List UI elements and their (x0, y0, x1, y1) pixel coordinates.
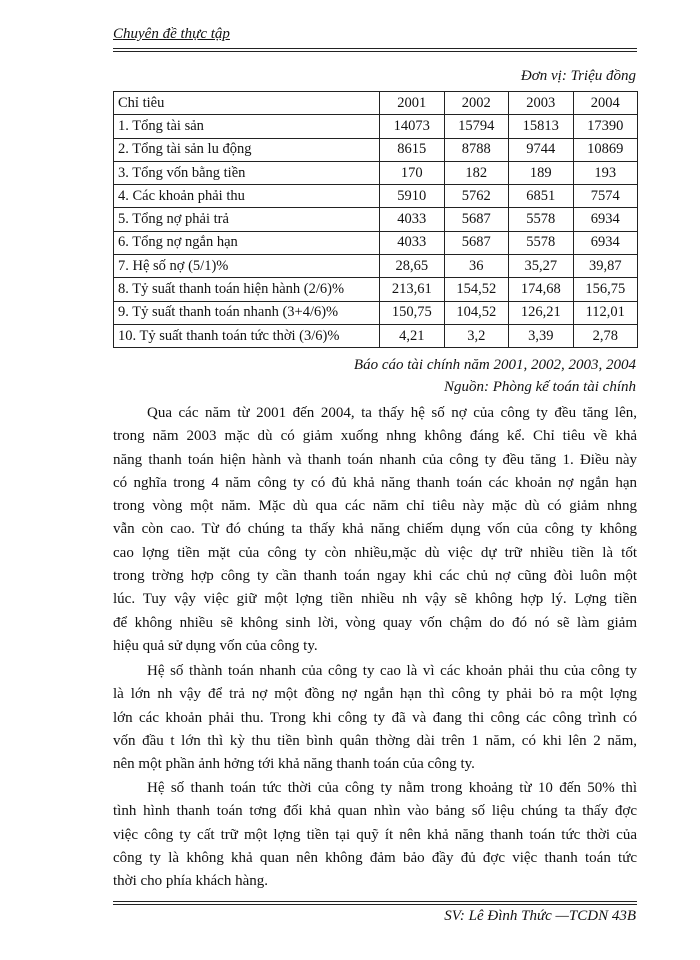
paragraph-line: vẫn còn cao. Từ đó chúng ta thấy khả năng chiếm dụng vốn của công ty không (113, 521, 637, 538)
table-cell-value: 15813 (509, 115, 574, 138)
paragraph-3 (113, 777, 637, 893)
table-header-cell: 2004 (573, 92, 638, 115)
financial-table (113, 91, 638, 348)
table-row (114, 115, 638, 138)
table-row (114, 255, 638, 278)
table-cell-value: 17390 (573, 115, 638, 138)
table-cell-value: 36 (444, 255, 509, 278)
table-row (114, 278, 638, 301)
table-row-label: 9. Tỷ suất thanh toán nhanh (3+4/6)% (114, 301, 380, 324)
paragraph-line: có nghĩa trong 4 năm công ty có đủ khả năng thanh toán các khoản nợ ngắn hạn (113, 474, 637, 491)
table-cell-value: 5910 (380, 185, 445, 208)
table-source-report: Báo cáo tài chính năm 2001, 2002, 2003, 2004 (353, 357, 636, 373)
table-cell-value: 156,75 (573, 278, 638, 301)
table-cell-value: 5687 (444, 231, 509, 254)
paragraph-line: Qua các năm từ 2001 đến 2004, ta thấy hệ số nợ của công ty đều tăng lên, (147, 405, 637, 421)
header-rule (113, 48, 637, 49)
page-header-title: Chuyên đề thực tập (113, 26, 230, 42)
footer-rule (113, 901, 637, 902)
table-cell-value: 8615 (380, 138, 445, 161)
table-row-label: 6. Tổng nợ ngắn hạn (114, 231, 380, 254)
table-cell-value: 193 (573, 161, 638, 184)
table-header-cell: Chỉ tiêu (114, 92, 380, 115)
paragraph-2 (113, 660, 637, 776)
table-cell-value: 5578 (509, 231, 574, 254)
table-cell-value: 3,2 (444, 324, 509, 347)
table-cell-value: 14073 (380, 115, 445, 138)
table-cell-value: 6934 (573, 231, 638, 254)
table-cell-value: 9744 (509, 138, 574, 161)
paragraph-1 (113, 402, 637, 658)
table-cell-value: 28,65 (380, 255, 445, 278)
table-cell-value: 112,01 (573, 301, 638, 324)
table-cell-value: 174,68 (509, 278, 574, 301)
table-cell-value: 5762 (444, 185, 509, 208)
table-cell-value: 39,87 (573, 255, 638, 278)
paragraph-line: Hệ số thanh toán tức thời của công ty nằm trong khoảng từ 10 đến 50% thì (147, 780, 637, 796)
table-cell-value: 4033 (380, 208, 445, 231)
paragraph-line: việc công ty cất trữ một lợng tiền tại quỹ ít nên khả năng thanh toán tức thời của (113, 826, 637, 843)
table-row (114, 138, 638, 161)
header-rule-2 (113, 51, 637, 52)
paragraph-line: nên một phần ảnh hởng tới khả năng thanh toán của công ty. (113, 756, 475, 773)
table-cell-value: 5687 (444, 208, 509, 231)
table-row-label: 2. Tổng tài sản lu động (114, 138, 380, 161)
paragraph-line: trong trờng hợp công ty cần thanh toán ngay khi các chủ nợ cũng đòi luôn một (113, 568, 637, 585)
table-row (114, 324, 638, 347)
paragraph-line: lớn các khoản phải thu. Trong khi công ty đã và đang thi công các công trình có (113, 709, 637, 726)
table-header-cell: 2002 (444, 92, 509, 115)
paragraph-line: công ty là không khả quan nên không đảm bảo đầy đủ đợc việc thanh toán tức (113, 849, 637, 866)
paragraph-line: để không nhiều sẽ không sinh lời, vòng quay vốn chậm do đó nó sẽ làm giảm (113, 614, 637, 631)
table-cell-value: 2,78 (573, 324, 638, 347)
table-header-cell: 2001 (380, 92, 445, 115)
paragraph-line: vốn đầu t lớn thì kỳ thu tiền bình quân thờng dài trên 1 năm, có khi lên 2 năm, (113, 732, 637, 749)
table-cell-value: 213,61 (380, 278, 445, 301)
table-row-label: 4. Các khoản phải thu (114, 185, 380, 208)
table-source-department: Nguồn: Phòng kế toán tài chính (443, 379, 636, 395)
table-row (114, 161, 638, 184)
table-row-label: 8. Tỷ suất thanh toán hiện hành (2/6)% (114, 278, 380, 301)
table-cell-value: 189 (509, 161, 574, 184)
table-row (114, 301, 638, 324)
table-header-cell: 2003 (509, 92, 574, 115)
table-row (114, 185, 638, 208)
table-row (114, 231, 638, 254)
table-cell-value: 10869 (573, 138, 638, 161)
paragraph-line: trong năm 2003 mặc dù có giảm xuống nhng không đáng kể. Chỉ tiêu về khả (113, 428, 637, 445)
paragraph-line: Hệ số thành toán nhanh của công ty cao là vì các khoản phải thu của công ty (147, 663, 637, 679)
table-cell-value: 6851 (509, 185, 574, 208)
footer-rule-2 (113, 904, 637, 905)
table-unit-note: Đơn vị: Triệu đồng (520, 68, 636, 84)
paragraph-line: hiệu quả sử dụng vốn của công ty. (113, 637, 318, 654)
table-cell-value: 154,52 (444, 278, 509, 301)
table-cell-value: 4033 (380, 231, 445, 254)
table-cell-value: 104,52 (444, 301, 509, 324)
table-cell-value: 15794 (444, 115, 509, 138)
table-cell-value: 4,21 (380, 324, 445, 347)
table-row-label: 3. Tổng vốn bằng tiền (114, 161, 380, 184)
footer-author: SV: Lê Đình Thức —TCDN 43B (444, 908, 636, 924)
table-row-label: 10. Tỷ suất thanh toán tức thời (3/6)% (114, 324, 380, 347)
table-header-row (114, 92, 638, 115)
table-cell-value: 126,21 (509, 301, 574, 324)
table-cell-value: 182 (444, 161, 509, 184)
paragraph-line: thời cho phía khách hàng. (113, 873, 268, 890)
table-cell-value: 170 (380, 161, 445, 184)
table-cell-value: 3,39 (509, 324, 574, 347)
table-row-label: 7. Hệ số nợ (5/1)% (114, 255, 380, 278)
table-cell-value: 5578 (509, 208, 574, 231)
table-cell-value: 150,75 (380, 301, 445, 324)
table-cell-value: 7574 (573, 185, 638, 208)
paragraph-line: là lớn nh vậy để trả nợ một đồng nợ ngắn hạn thì công ty phải bỏ ra một lợng (113, 686, 637, 703)
paragraph-line: năng thanh toán hiện hành và thanh toán nhanh của công ty đều tăng 1. Điều này (113, 451, 637, 468)
table-cell-value: 35,27 (509, 255, 574, 278)
table-cell-value: 6934 (573, 208, 638, 231)
table-row-label: 1. Tổng tài sản (114, 115, 380, 138)
paragraph-line: lúc. Tuy vậy việc giữ một lợng tiền nhiều nh vậy sẽ không hợp lý. Lợng tiền (113, 591, 637, 608)
table-row (114, 208, 638, 231)
paragraph-line: cao lợng tiền mặt của công ty còn nhiều,mặc dù việc dự trữ nhiều tiền là tốt (113, 544, 637, 561)
paragraph-line: trong vòng một năm. Mặc dù qua các năm chỉ tiêu này mặc dù có giảm nhng (113, 498, 637, 515)
table-cell-value: 8788 (444, 138, 509, 161)
table-row-label: 5. Tổng nợ phải trả (114, 208, 380, 231)
paragraph-line: tình hình thanh toán tơng đối khả quan nhìn vào bảng số liệu chúng ta thấy đợc (113, 803, 637, 820)
